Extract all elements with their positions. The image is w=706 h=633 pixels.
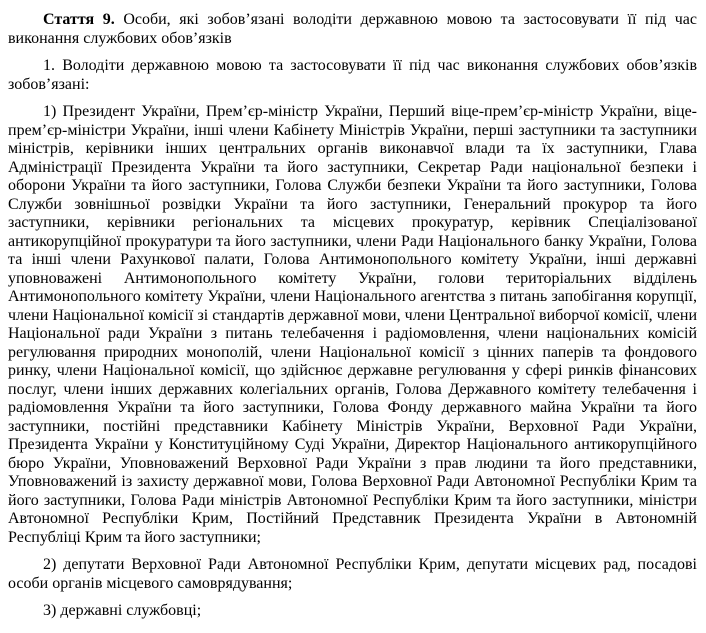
article-title: Особи, які зобов’язані володіти державною мовою та застосовувати її під час виконання службових обов’язків (8, 11, 697, 47)
paragraph-item-2: 2) депутати Верховної Ради Автономної Республіки Крим, депутати місцевих рад, посадові особи органів місцевого самоврядування; (8, 556, 697, 592)
paragraph-item-1: 1) Президент України, Прем’єр-міністр України, Перший віце-прем’єр-міністр України, віце-прем’єр-міністри України, інші члени Кабінету Міністрів України, перші заступники та заступники міністрів, керівники інших центральних органів виконавчої влади та їх заступники, Глава Адміністрації Президента України та його заступники, Секретар Ради національної безпеки і оборони України та його заступники, Голова Служби безпеки України та його заступники, Голова Служби зовнішньої розвідки України та його заступники, Генеральний прокурор та його заступники, керівники регіональних та місцевих прокуратур, керівник Спеціалізованої антикорупційної прокуратури та його заступники, члени Ради Національного банку України, Голова та інші члени Рахункової палати, Голова Антимонопольного комітету України, інші державні уповноважені Антимонопольного комітету України, голови територіальних відділень Антимонопольного комітету України, члени Національного агентства з питань запобігання корупції, члени Національної комісії зі стандартів державної мови, члени Центральної виборчої комісії, члени Національної ради України з питань телебачення і радіомовлення, члени національних комісій регулювання природних монополій, члени Національної комісії з цінних паперів та фондового ринку, члени Національної комісії, що здійснює державне регулювання у сфері ринків фінансових послуг, члени інших державних колегіальних органів, Голова Державного комітету телебачення і радіомовлення України та його заступники, Голова Фонду державного майна України та його заступники, постійні представники Кабінету Міністрів України, Верховної Ради України, Президента України у Конституційному Суді України, Директор Національного антикорупційного бюро України, Уповноважений Верховної Ради України з прав людини та його представники, Уповноважений із захисту державної мови, Голова Верховної Ради Автономної Республіки Крим та його заступники, Голова Ради міністрів Автономної Республіки Крим та його заступники, міністри Автономної Республіки Крим, Постійний Представник Президента України в Автономній Республіці Крим та його заступники; (8, 103, 697, 546)
article-heading (8, 11, 697, 48)
paragraph-intro: 1. Володіти державною мовою та застосовувати її під час виконання службових обов’язків зобов’язані: (8, 57, 697, 93)
article-number: Стаття 9. (43, 11, 115, 28)
paragraph-item-3: 3) державні службовці; (43, 602, 202, 619)
